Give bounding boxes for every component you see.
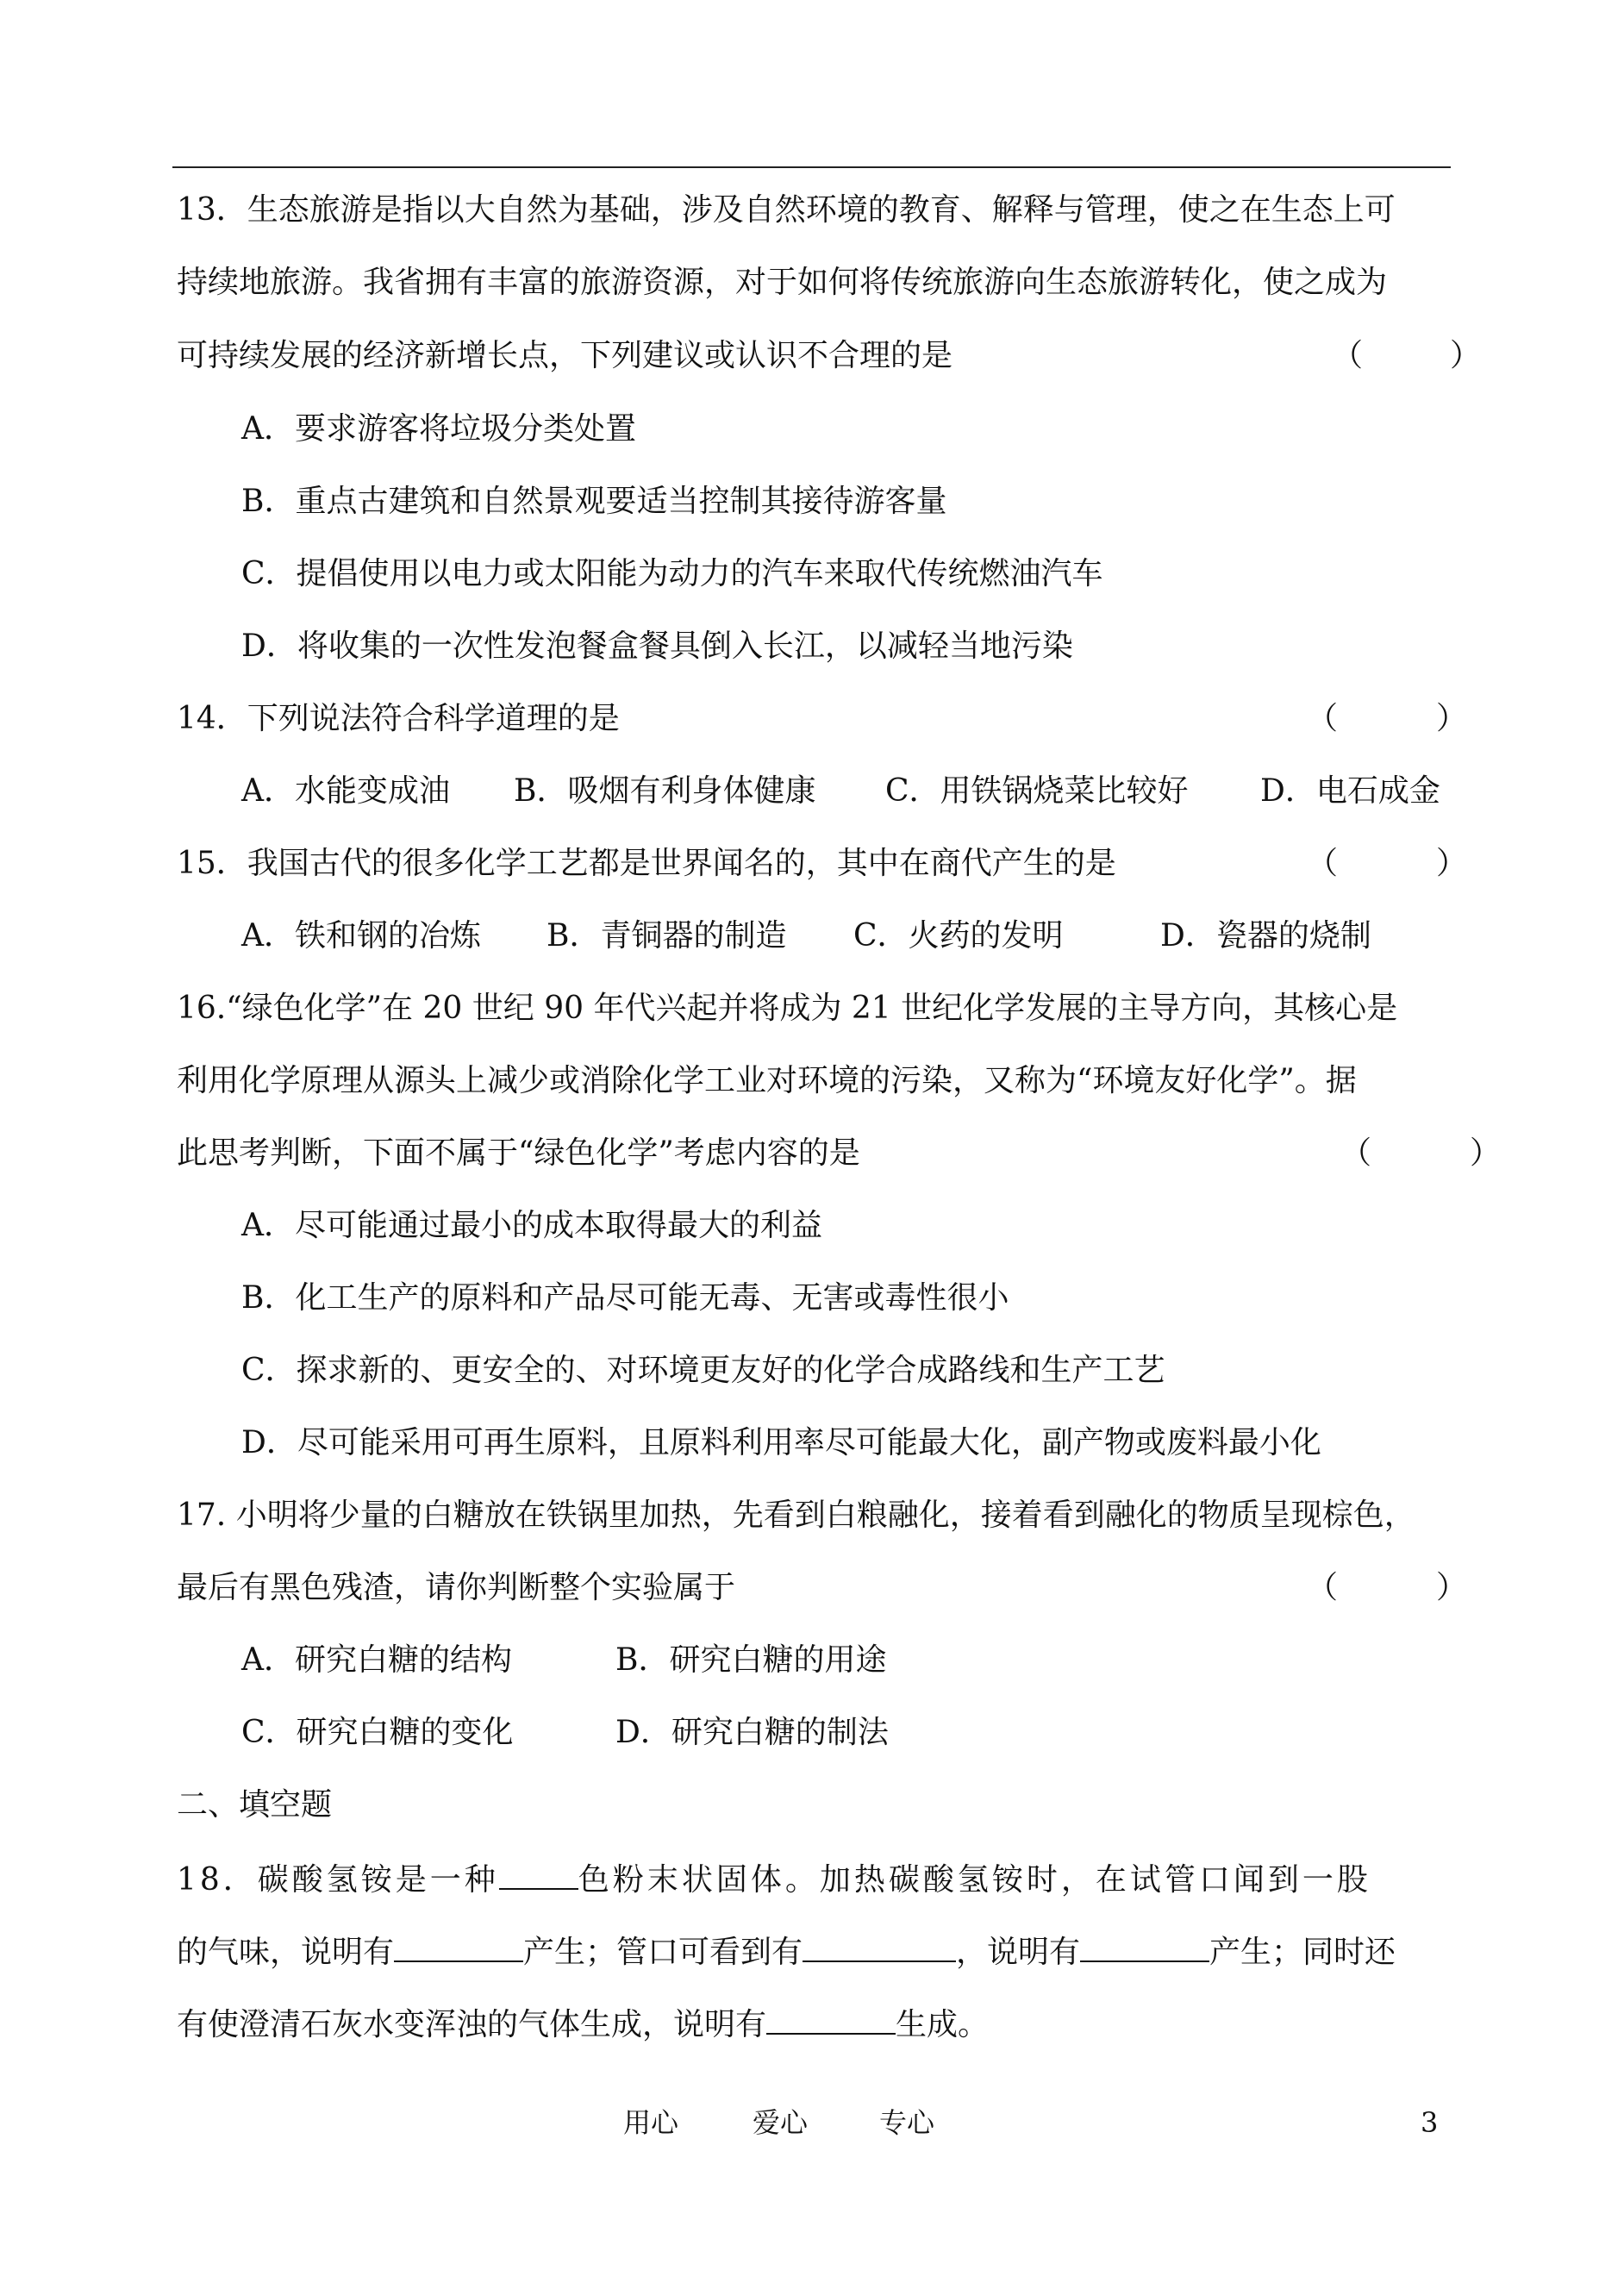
q15-answer-paren-open: （ (1307, 846, 1339, 881)
q17-answer-paren-close: ） (1436, 1570, 1468, 1605)
page-number: 3 (1421, 2106, 1439, 2139)
q13-option-c: C．提倡使用以电力或太阳能为动力的汽车来取代传统燃油汽车 (241, 556, 1103, 591)
q13-option-b: B．重点古建筑和自然景观要适当控制其接待游客量 (241, 484, 947, 519)
q18-text-3a: 有使澄清石灰水变浑浊的气体生成，说明有 (177, 2007, 767, 2042)
q18-line1 (177, 1859, 1371, 1899)
q14-option-d: D．电石成金 (1260, 773, 1440, 809)
q18-text-2b: 产生；管口可看到有 (523, 1935, 803, 1970)
q18-text-1b: 色粉末状固体。加热碳酸氢铵时，在试管口闻到一股 (578, 1862, 1371, 1898)
q16-answer-paren-close: ） (1470, 1135, 1502, 1171)
q15-option-a: A．铁和钢的冶炼 (241, 918, 481, 954)
q14-stem: 14．下列说法符合科学道理的是 (177, 701, 620, 736)
q14-option-a: A．水能变成油 (241, 773, 450, 809)
q14-option-c: C．用铁锅烧菜比较好 (885, 773, 1189, 809)
q15-option-d: D．瓷器的烧制 (1160, 918, 1371, 954)
q16-option-a: A．尽可能通过最小的成本取得最大的利益 (241, 1208, 822, 1243)
q13-option-a: A．要求游客将垃圾分类处置 (241, 411, 636, 447)
q18-line2 (177, 1931, 1396, 1972)
q13-option-d: D．将收集的一次性发泡餐盒餐具倒入长江，以减轻当地污染 (241, 628, 1073, 664)
q13-stem-line2: 持续地旅游。我省拥有丰富的旅游资源，对于如何将传统旅游向生态旅游转化，使之成为 (177, 265, 1388, 300)
q18-text-2c: ，说明有 (956, 1935, 1081, 1970)
q13-stem-line1: 13．生态旅游是指以大自然为基础，涉及自然环境的教育、解释与管理，使之在生态上可 (177, 192, 1396, 228)
q18-text-2a: 的气味，说明有 (177, 1935, 395, 1970)
q16-answer-paren-open: （ (1340, 1135, 1372, 1171)
q13-stem-line3: 可持续发展的经济新增长点，下列建议或认识不合理的是 (177, 338, 953, 373)
q15-option-c: C．火药的发明 (853, 918, 1064, 954)
q18-blank-smell-product[interactable] (394, 1931, 523, 1962)
q18-text-1a: 18．碳酸氢铵是一种 (177, 1862, 499, 1898)
q18-blank-gas-product[interactable] (766, 2004, 896, 2035)
q14-answer-paren-close: ） (1436, 701, 1468, 736)
q14-option-b: B．吸烟有利身体健康 (514, 773, 816, 809)
q16-option-d: D．尽可能采用可再生原料，且原料利用率尽可能最大化，副产物或废料最小化 (241, 1425, 1321, 1460)
header-rule (172, 166, 1451, 168)
q17-option-d: D．研究白糖的制法 (615, 1715, 889, 1750)
q16-stem-line3: 此思考判断，下面不属于“绿色化学”考虑内容的是 (177, 1135, 860, 1171)
q18-blank-observation[interactable] (803, 1931, 956, 1962)
q18-text-2d: 产生；同时还 (1209, 1935, 1396, 1970)
q18-line3 (177, 2004, 989, 2044)
q18-text-3b: 生成。 (896, 2007, 990, 2042)
q16-stem-line1: 16.“绿色化学”在 20 世纪 90 年代兴起并将成为 21 世纪化学发展的主导方向，其核心是 (177, 991, 1398, 1026)
q17-stem-line2: 最后有黑色残渣，请你判断整个实验属于 (177, 1570, 736, 1605)
footer-motto-1: 用心 (623, 2106, 679, 2139)
q17-stem-line1: 17. 小明将少量的白糖放在铁锅里加热，先看到白粮融化，接着看到融化的物质呈现棕色， (177, 1498, 1415, 1533)
footer-motto-2: 爱心 (753, 2106, 809, 2139)
q17-option-a: A．研究白糖的结构 (241, 1642, 512, 1678)
footer-motto-3: 专心 (879, 2106, 935, 2139)
q14-answer-paren-open: （ (1307, 701, 1339, 736)
q16-option-b: B．化工生产的原料和产品尽可能无毒、无害或毒性很小 (241, 1280, 1009, 1316)
q13-answer-paren-open: （ (1332, 338, 1364, 373)
section-heading-fill-in: 二、填空题 (177, 1787, 333, 1823)
q17-answer-paren-open: （ (1307, 1570, 1339, 1605)
q15-answer-paren-close: ） (1436, 846, 1468, 881)
q16-option-c: C．探求新的、更安全的、对环境更友好的化学合成路线和生产工艺 (241, 1353, 1165, 1388)
q17-option-b: B．研究白糖的用途 (615, 1642, 887, 1678)
q16-stem-line2: 利用化学原理从源头上减少或消除化学工业对环境的污染，又称为“环境友好化学”。据 (177, 1063, 1357, 1098)
q15-option-b: B．青铜器的制造 (547, 918, 787, 954)
q18-blank-observation-product[interactable] (1080, 1931, 1209, 1962)
q18-blank-color[interactable] (499, 1859, 578, 1890)
q13-answer-paren-close: ） (1450, 338, 1482, 373)
q15-stem: 15．我国古代的很多化学工艺都是世界闻名的，其中在商代产生的是 (177, 846, 1116, 881)
q17-option-c: C．研究白糖的变化 (241, 1715, 514, 1750)
